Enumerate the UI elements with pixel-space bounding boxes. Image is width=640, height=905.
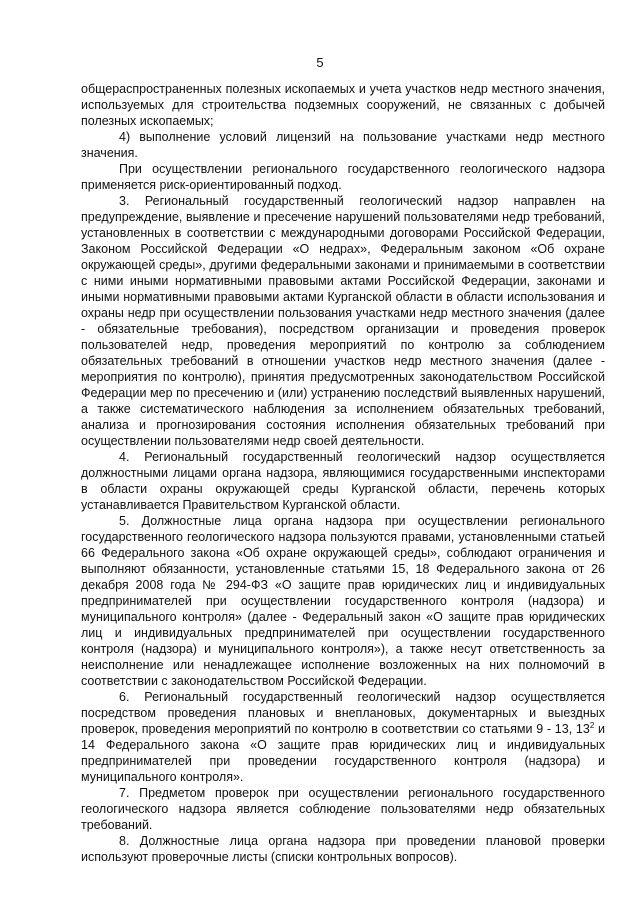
superscript-article-number: 2 xyxy=(589,720,595,730)
paragraph-6 xyxy=(81,689,605,785)
paragraph-5: 5. Должностные лица органа надзора при осуществлении регионального государственного геологического надзора пользуются правами, установленными статьей 66 Федерального закона «Об охране окружающей среды», соблюдают ограничения и выполняют обязанности, установленные статьями 15, 18 Федерального закона от 26 декабря 2008 года № 294-ФЗ «О защите прав юридических лиц и индивидуальных предпринимателей при осуществлении государственного контроля (надзора) и муниципального контроля» (далее - Федеральный закон «О защите прав юридических лиц и индивидуальных предпринимателей при осуществлении государственного контроля (надзора) и муниципального контроля»), а также несут ответственность за неисполнение или ненадлежащее исполнение возложенных на них полномочий в соответствии с законодательством Российской Федерации. xyxy=(81,514,605,688)
paragraph-item-4: 4) выполнение условий лицензий на пользование участками недр местного значения. xyxy=(81,130,605,160)
paragraph-6-text-end: и 14 Федерального закона «О защите прав юридических лиц и индивидуальных предпринимателей при проведении государственного контроля (надзора) и муниципального контроля». xyxy=(81,722,605,784)
paragraph-7: 7. Предметом проверок при осуществлении регионального государственного геологического надзора является соблюдение пользователями недр обязательных требований. xyxy=(81,786,605,832)
page-number: 5 xyxy=(316,55,324,70)
paragraph-3: 3. Региональный государственный геологический надзор направлен на предупреждение, выявление и пресечение нарушений пользователями недр требований, установленных в соответствии с международными договорами Российской Федерации, Законом Российской Федерации «О недрах», Федеральным законом «Об охране окружающей среды», другими федеральными законами и принимаемыми в соответствии с ними иными нормативными правовыми актами Российской Федерации, законами и иными нормативными правовыми актами Курганской области в области использования и охраны недр при осуществлении пользования участками недр местного значения (далее - обязательные требования), посредством организации и проведения проверок пользователей недр, проведения мероприятий по контролю за соблюдением обязательных требований в отношении участков недр местного значения (далее - мероприятия по контролю), принятия предусмотренных законодательством Российской Федерации мер по пресечению и (или) устранению последствий выявленных нарушений, а также систематического наблюдения за исполнением обязательных требований, анализа и прогнозирования состояния исполнения обязательных требований при осуществлении пользователями недр своей деятельности. xyxy=(81,194,605,448)
document-body xyxy=(81,81,605,865)
paragraph-continuation: общераспространенных полезных ископаемых и учета участков недр местного значения, используемых для строительства подземных сооружений, не связанных с добычей полезных ископаемых; xyxy=(81,82,605,128)
paragraph-4: 4. Региональный государственный геологический надзор осуществляется должностными лицами органа надзора, являющимися государственными инспекторами в области охраны окружающей среды Курганской области, перечень которых устанавливается Правительством Курганской области. xyxy=(81,450,605,512)
paragraph-8: 8. Должностные лица органа надзора при проведении плановой проверки используют проверочные листы (списки контрольных вопросов). xyxy=(81,834,605,864)
paragraph-6-text-start: 6. Региональный государственный геологический надзор осуществляется посредством проведения плановых и внеплановых, документарных и выездных проверок, проведения мероприятий по контролю в соответствии со статьями 9 - 13, 13 xyxy=(81,690,605,736)
paragraph-risk-approach: При осуществлении регионального государственного геологического надзора применяется риск-ориентированный подход. xyxy=(81,162,605,192)
